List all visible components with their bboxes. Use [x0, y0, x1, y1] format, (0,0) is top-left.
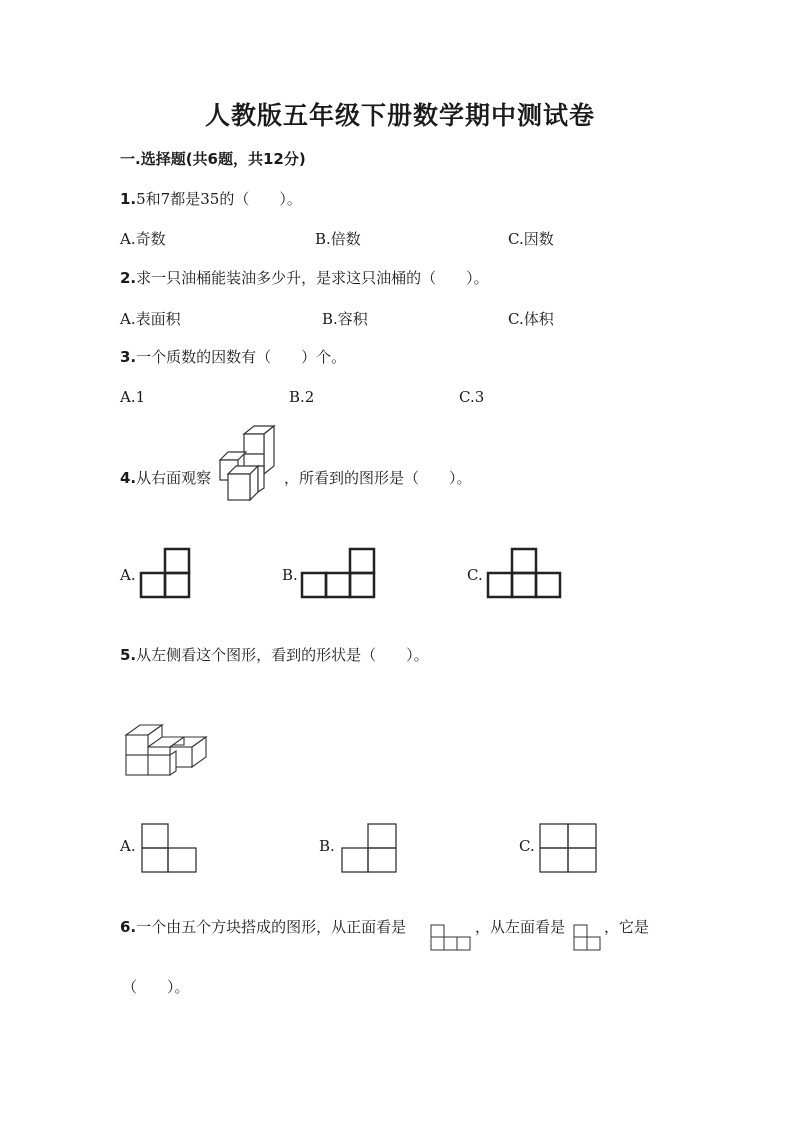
view-figure-4c [486, 547, 564, 599]
question-number: 2. [120, 269, 137, 287]
section-heading: 一.选择题(共6题，共12分) [120, 150, 306, 168]
question-number: 4. [120, 469, 137, 487]
left-view-figure-q6 [573, 924, 603, 952]
view-figure-5a [140, 822, 200, 874]
question-number: 5. [120, 646, 137, 664]
view-figure-4a [139, 547, 193, 599]
question-6-blank: （ ）。 [122, 978, 190, 996]
option-3b: B.2 [289, 388, 315, 406]
question-6-tail: ，它是 [604, 918, 650, 936]
page-title: 人教版五年级下册数学期中测试卷 [204, 101, 595, 130]
question-text: 从右面观察 [136, 469, 212, 487]
option-1b: B.倍数 [315, 230, 361, 248]
question-number: 6. [120, 918, 137, 936]
option-5a: A. [120, 837, 136, 855]
question-text: 从左侧看这个图形，看到的形状是（ ）。 [136, 646, 429, 664]
front-view-figure-q6 [430, 924, 472, 952]
view-figure-5b [340, 822, 400, 874]
option-2b: B.容积 [322, 310, 368, 328]
option-2a: A.表面积 [120, 310, 181, 328]
question-text: 一个由五个方块搭成的图形，从正面看是 [136, 918, 407, 936]
option-4c: C. [467, 566, 483, 584]
question-text: 5和7都是35的（ ）。 [136, 190, 302, 208]
option-3c: C.3 [459, 388, 485, 406]
option-1a: A.奇数 [120, 230, 166, 248]
cube-figure-q5 [122, 719, 208, 779]
question-4-tail: ，所看到的图形是（ ）。 [284, 469, 472, 487]
view-figure-4b [300, 547, 378, 599]
option-3a: A.1 [120, 388, 146, 406]
option-4b: B. [282, 566, 298, 584]
question-text: 求一只油桶能装油多少升，是求这只油桶的（ ）。 [136, 269, 489, 287]
question-text: 一个质数的因数有（ ）个。 [136, 348, 347, 366]
question-4-lead [120, 467, 211, 488]
question-2 [120, 267, 489, 288]
view-figure-5c [538, 822, 598, 874]
question-number: 3. [120, 348, 137, 366]
cube-figure-q4 [218, 426, 280, 506]
question-6-lead [120, 916, 406, 937]
question-3 [120, 346, 346, 367]
option-1c: C.因数 [508, 230, 554, 248]
option-5c: C. [519, 837, 535, 855]
question-5 [120, 644, 429, 665]
question-6-mid: ，从左面看是 [475, 918, 566, 936]
option-5b: B. [319, 837, 335, 855]
option-4a: A. [120, 566, 136, 584]
question-1 [120, 188, 302, 209]
question-number: 1. [120, 190, 137, 208]
option-2c: C.体积 [508, 310, 554, 328]
